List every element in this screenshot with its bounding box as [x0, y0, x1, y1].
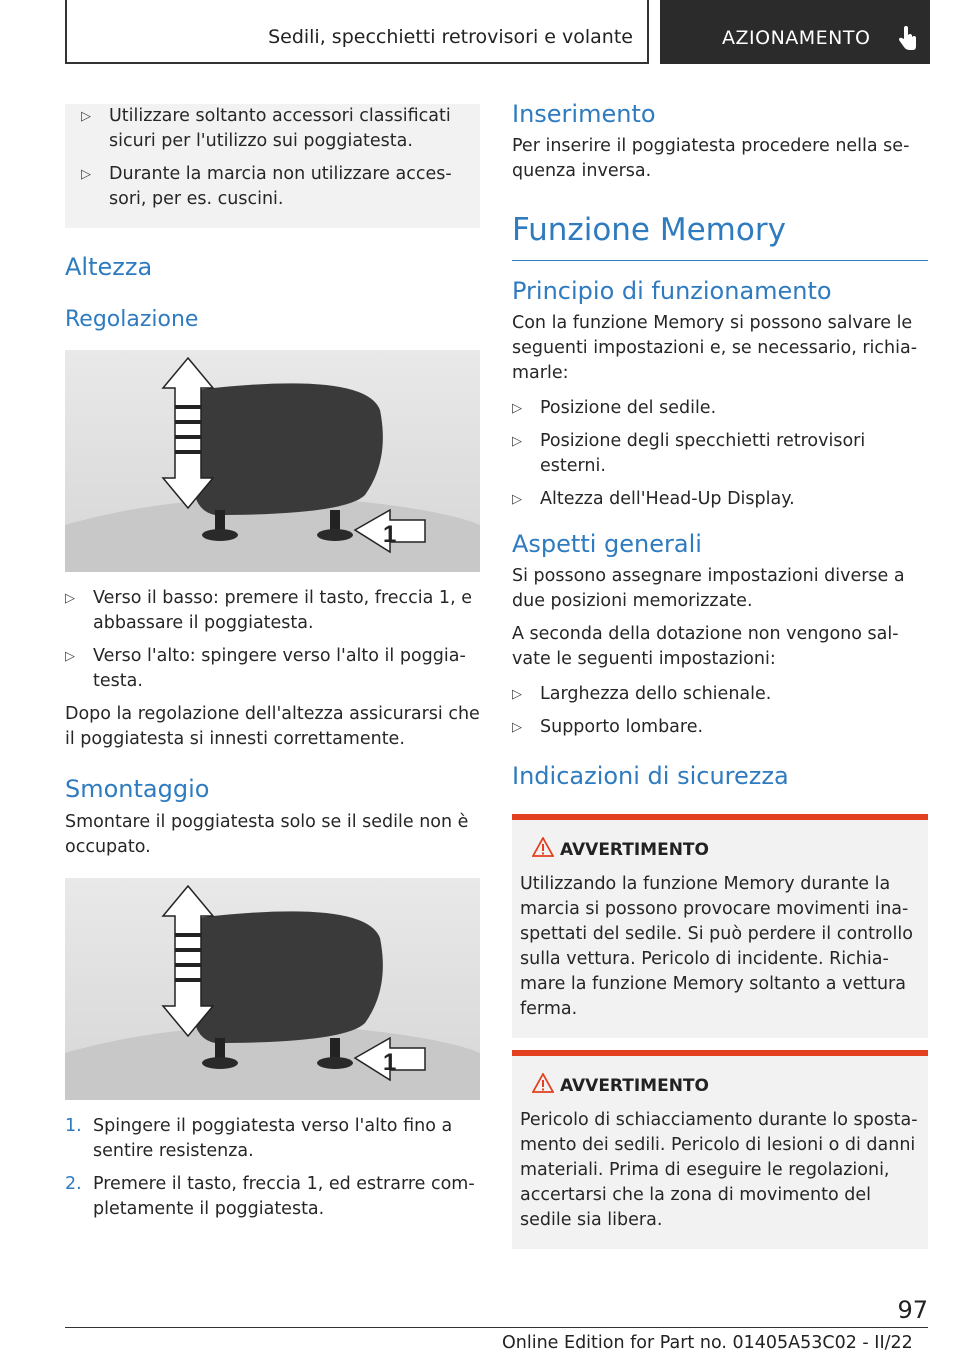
triangle-bullet-icon: ▷	[512, 492, 522, 507]
note-box	[65, 104, 480, 228]
list-item: ▷ Supporto lombare.	[512, 715, 928, 740]
triangle-bullet-icon: ▷	[65, 591, 75, 606]
footer-divider	[65, 1327, 928, 1328]
heading-smontaggio: Smontaggio	[65, 775, 210, 803]
header-chapter-tab	[660, 0, 930, 64]
callout-label: 1	[383, 521, 397, 548]
callout-label: 1	[383, 1049, 397, 1076]
warning-box	[512, 1050, 928, 1249]
heading-regolazione: Regolazione	[65, 307, 199, 332]
list-item: ▷ Posizione del sedile.	[512, 396, 928, 421]
heading-aspetti-generali: Aspetti generali	[512, 530, 702, 558]
heading-principio: Principio di funzionamento	[512, 277, 832, 305]
warning-box	[512, 814, 928, 1038]
list-item: ▷ Larghezza dello schienale.	[512, 682, 928, 707]
list-item: ▷ Durante la marcia non utilizzare accessori, per es. cuscini.	[81, 164, 452, 209]
footer-edition: Online Edition for Part no. 01405A53C02 - II/22	[502, 1333, 913, 1353]
warning-triangle-icon	[532, 1073, 554, 1093]
warning-text: Utilizzando la funzione Memory durante la marcia si possono provocare movimenti inaspettati del sedile. Si può perdere il controllo sulla vettura. Pericolo di incidente. Richiamare la funzione Memory soltanto a vettura ferma.	[520, 874, 913, 1019]
paragraph: Si possono assegnare impostazioni diverse a due posizioni memorizzate.	[512, 566, 905, 611]
triangle-bullet-icon: ▷	[512, 720, 522, 735]
headrest-photo-remove	[65, 878, 480, 1100]
triangle-bullet-icon: ▷	[81, 167, 91, 182]
header-section-tab	[65, 0, 649, 64]
heading-funzione-memory: Funzione Memory	[512, 210, 928, 261]
headrest-photo-adjust	[65, 350, 480, 572]
list-item: ▷ Posizione degli specchietti retrovisori esterni.	[512, 431, 866, 476]
triangle-bullet-icon: ▷	[512, 687, 522, 702]
triangle-bullet-icon: ▷	[81, 109, 91, 124]
heading-altezza: Altezza	[65, 253, 153, 281]
warning-triangle-icon	[532, 837, 554, 857]
header-section-title: Sedili, specchietti retrovisori e volante	[268, 26, 633, 48]
paragraph: Smontare il poggiatesta solo se il sedile non è occupato.	[65, 812, 469, 857]
right-column	[512, 100, 928, 1249]
list-item: 2. Premere il tasto, freccia 1, ed estrarre completamente il poggiatesta.	[65, 1174, 475, 1219]
warning-text: Pericolo di schiacciamento durante lo spostamento dei sedili. Pericolo di lesioni o di danni materiali. Prima di eseguire le regolazioni, accertarsi che la zona di movimento del sedile sia libera.	[520, 1110, 918, 1230]
triangle-bullet-icon: ▷	[65, 649, 75, 664]
hand-pointer-icon	[896, 26, 918, 52]
warning-title: AVVERTIMENTO	[520, 1072, 920, 1100]
heading-sicurezza: Indicazioni di sicurezza	[512, 762, 789, 790]
left-column	[65, 104, 480, 1222]
triangle-bullet-icon: ▷	[512, 401, 522, 416]
list-item: ▷ Verso l'alto: spingere verso l'alto il poggiatesta.	[65, 646, 466, 691]
triangle-bullet-icon: ▷	[512, 434, 522, 449]
list-item: ▷ Utilizzare soltanto accessori classificati sicuri per l'utilizzo sui poggiatesta.	[81, 106, 451, 151]
list-item: ▷ Verso il basso: premere il tasto, freccia 1, e abbassare il poggiatesta.	[65, 588, 472, 633]
paragraph: Per inserire il poggiatesta procedere nella sequenza inversa.	[512, 136, 910, 181]
paragraph: Dopo la regolazione dell'altezza assicurarsi che il poggiatesta si innesti correttamente.	[65, 704, 480, 749]
warning-title: AVVERTIMENTO	[520, 836, 920, 864]
heading-inserimento: Inserimento	[512, 100, 656, 128]
paragraph: Con la funzione Memory si possono salvare le seguenti impostazioni e, se necessario, richiamarle:	[512, 313, 918, 383]
list-item: 1. Spingere il poggiatesta verso l'alto fino a sentire resistenza.	[65, 1116, 453, 1161]
paragraph: A seconda della dotazione non vengono salvate le seguenti impostazioni:	[512, 624, 899, 669]
page-number: 97	[897, 1296, 928, 1324]
header-chapter-title: AZIONAMENTO	[722, 27, 871, 49]
list-item: ▷ Altezza dell'Head-Up Display.	[512, 487, 928, 512]
